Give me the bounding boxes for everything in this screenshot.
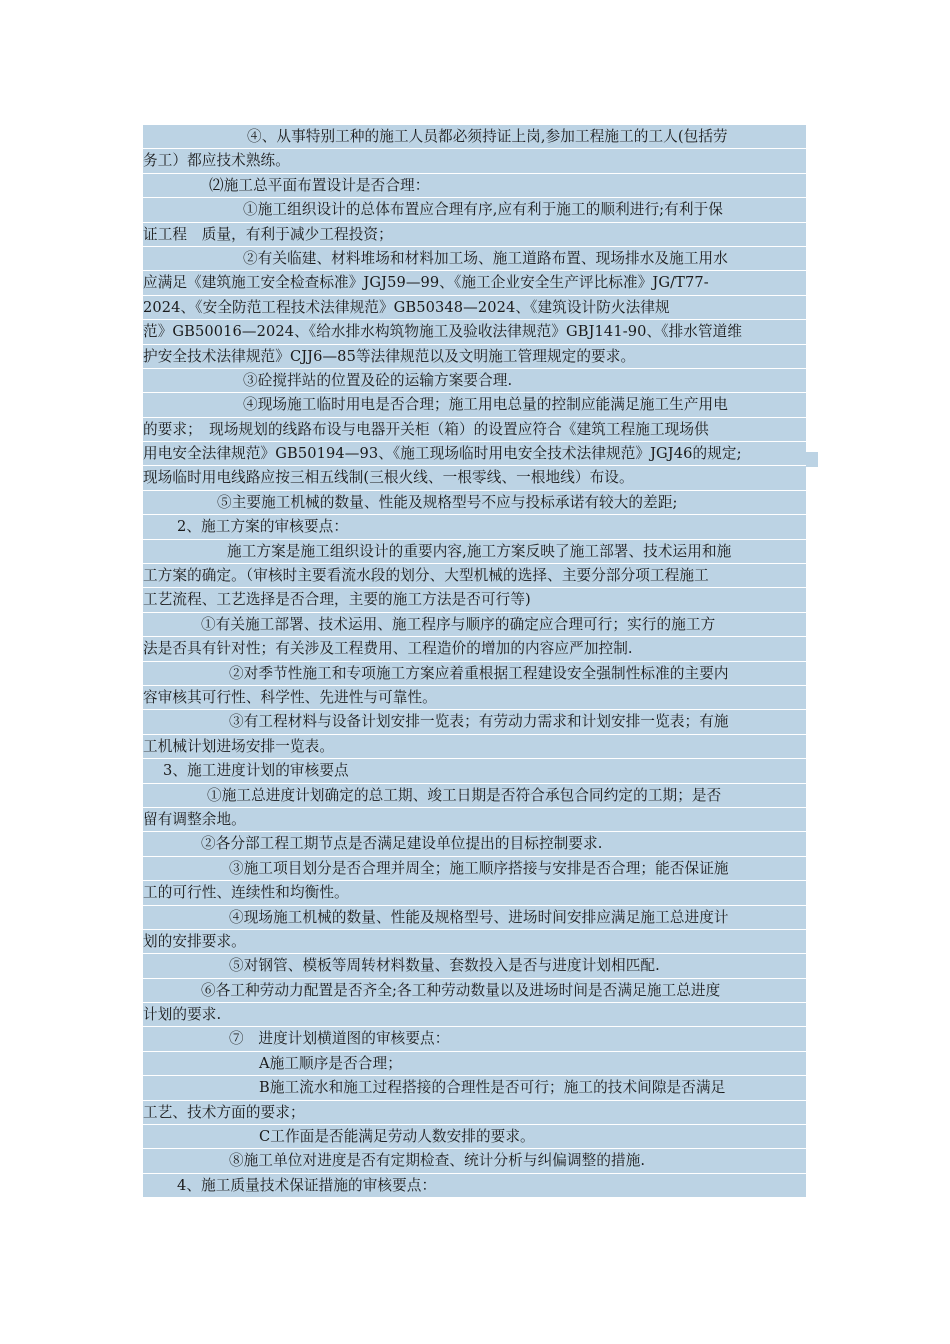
- text-line: ⑥各工种劳动力配置是否齐全;各工种劳动数量以及进场时间是否满足施工总进度: [143, 979, 806, 1003]
- text-line: 范》GB50016—2024、《给水排水构筑物施工及验收法律规范》GBJ141-90、《排水管道维: [143, 320, 806, 344]
- text-line: 工机械计划进场安排一览表。: [143, 735, 806, 759]
- document-body: [143, 125, 806, 1198]
- text-line: ⑤主要施工机械的数量、性能及规格型号不应与投标承诺有较大的差距;: [143, 491, 806, 515]
- text-line: C工作面是否能满足劳动人数安排的要求。: [143, 1125, 806, 1149]
- text-line: 工的可行性、连续性和均衡性。: [143, 881, 806, 905]
- text-line: 用电安全法律规范》GB50194—93、《施工现场临时用电安全技术法律规范》JGJ46的规定;: [143, 442, 806, 466]
- text-line: 2024、《安全防范工程技术法律规范》GB50348—2024、《建筑设计防火法律规: [143, 296, 806, 320]
- text-line: A施工顺序是否合理；: [143, 1052, 806, 1076]
- text-line: ①施工总进度计划确定的总工期、竣工日期是否符合承包合同约定的工期；是否: [143, 784, 806, 808]
- text-line: 证工程 质量，有利于减少工程投资；: [143, 223, 806, 247]
- text-line: ⑦ 进度计划横道图的审核要点：: [143, 1027, 806, 1051]
- text-line: 施工方案是施工组织设计的重要内容,施工方案反映了施工部署、技术运用和施: [143, 540, 806, 564]
- text-line: 现场临时用电线路应按三相五线制(三根火线、一根零线、一根地线）布设。: [143, 466, 806, 490]
- text-line: ④现场施工机械的数量、性能及规格型号、进场时间安排应满足施工总进度计: [143, 906, 806, 930]
- text-line: 2、施工方案的审核要点：: [143, 515, 806, 539]
- side-marker: [806, 452, 818, 467]
- text-line: 护安全技术法律规范》CJJ6—85等法律规范以及文明施工管理规定的要求。: [143, 345, 806, 369]
- text-line: 工方案的确定。（审核时主要看流水段的划分、大型机械的选择、主要分部分项工程施工: [143, 564, 806, 588]
- text-line: 应满足《建筑施工安全检查标准》JGJ59—99、《施工企业安全生产评比标准》JG/T77-: [143, 271, 806, 295]
- text-line: ⑧施工单位对进度是否有定期检查、统计分析与纠偏调整的措施.: [143, 1149, 806, 1173]
- text-line: ②各分部工程工期节点是否满足建设单位提出的目标控制要求.: [143, 832, 806, 856]
- text-line: ③有工程材料与设备计划安排一览表；有劳动力需求和计划安排一览表；有施: [143, 710, 806, 734]
- text-line: B施工流水和施工过程搭接的合理性是否可行；施工的技术间隙是否满足: [143, 1076, 806, 1100]
- text-line: 计划的要求.: [143, 1003, 806, 1027]
- text-line: 3、施工进度计划的审核要点: [143, 759, 806, 783]
- text-line: ①有关施工部署、技术运用、施工程序与顺序的确定应合理可行；实行的施工方: [143, 613, 806, 637]
- text-line: ④现场施工临时用电是否合理；施工用电总量的控制应能满足施工生产用电: [143, 393, 806, 417]
- text-line: 4、施工质量技术保证措施的审核要点：: [143, 1174, 806, 1198]
- text-line: ⑤对钢管、模板等周转材料数量、套数投入是否与进度计划相匹配.: [143, 954, 806, 978]
- text-line: ①施工组织设计的总体布置应合理有序,应有利于施工的顺利进行;有利于保: [143, 198, 806, 222]
- text-line: ③施工项目划分是否合理并周全；施工顺序搭接与安排是否合理；能否保证施: [143, 857, 806, 881]
- text-line: 务工）都应技术熟练。: [143, 149, 806, 173]
- text-line: 留有调整余地。: [143, 808, 806, 832]
- text-line: 工艺流程、工艺选择是否合理，主要的施工方法是否可行等): [143, 588, 806, 612]
- text-line: ②对季节性施工和专项施工方案应着重根据工程建设安全强制性标准的主要内: [143, 662, 806, 686]
- text-line: ⑵施工总平面布置设计是否合理：: [143, 174, 806, 198]
- text-line: ②有关临建、材料堆场和材料加工场、施工道路布置、现场排水及施工用水: [143, 247, 806, 271]
- text-line: 法是否具有针对性；有关涉及工程费用、工程造价的增加的内容应严加控制.: [143, 637, 806, 661]
- text-line: 容审核其可行性、科学性、先进性与可靠性。: [143, 686, 806, 710]
- text-line: ③砼搅拌站的位置及砼的运输方案要合理.: [143, 369, 806, 393]
- text-line: 工艺、技术方面的要求；: [143, 1101, 806, 1125]
- text-line: 划的安排要求。: [143, 930, 806, 954]
- text-line: 的要求； 现场规划的线路布设与电器开关柜（箱）的设置应符合《建筑工程施工现场供: [143, 418, 806, 442]
- text-line: ④、从事特别工种的施工人员都必须持证上岗,参加工程施工的工人(包括劳: [143, 125, 806, 149]
